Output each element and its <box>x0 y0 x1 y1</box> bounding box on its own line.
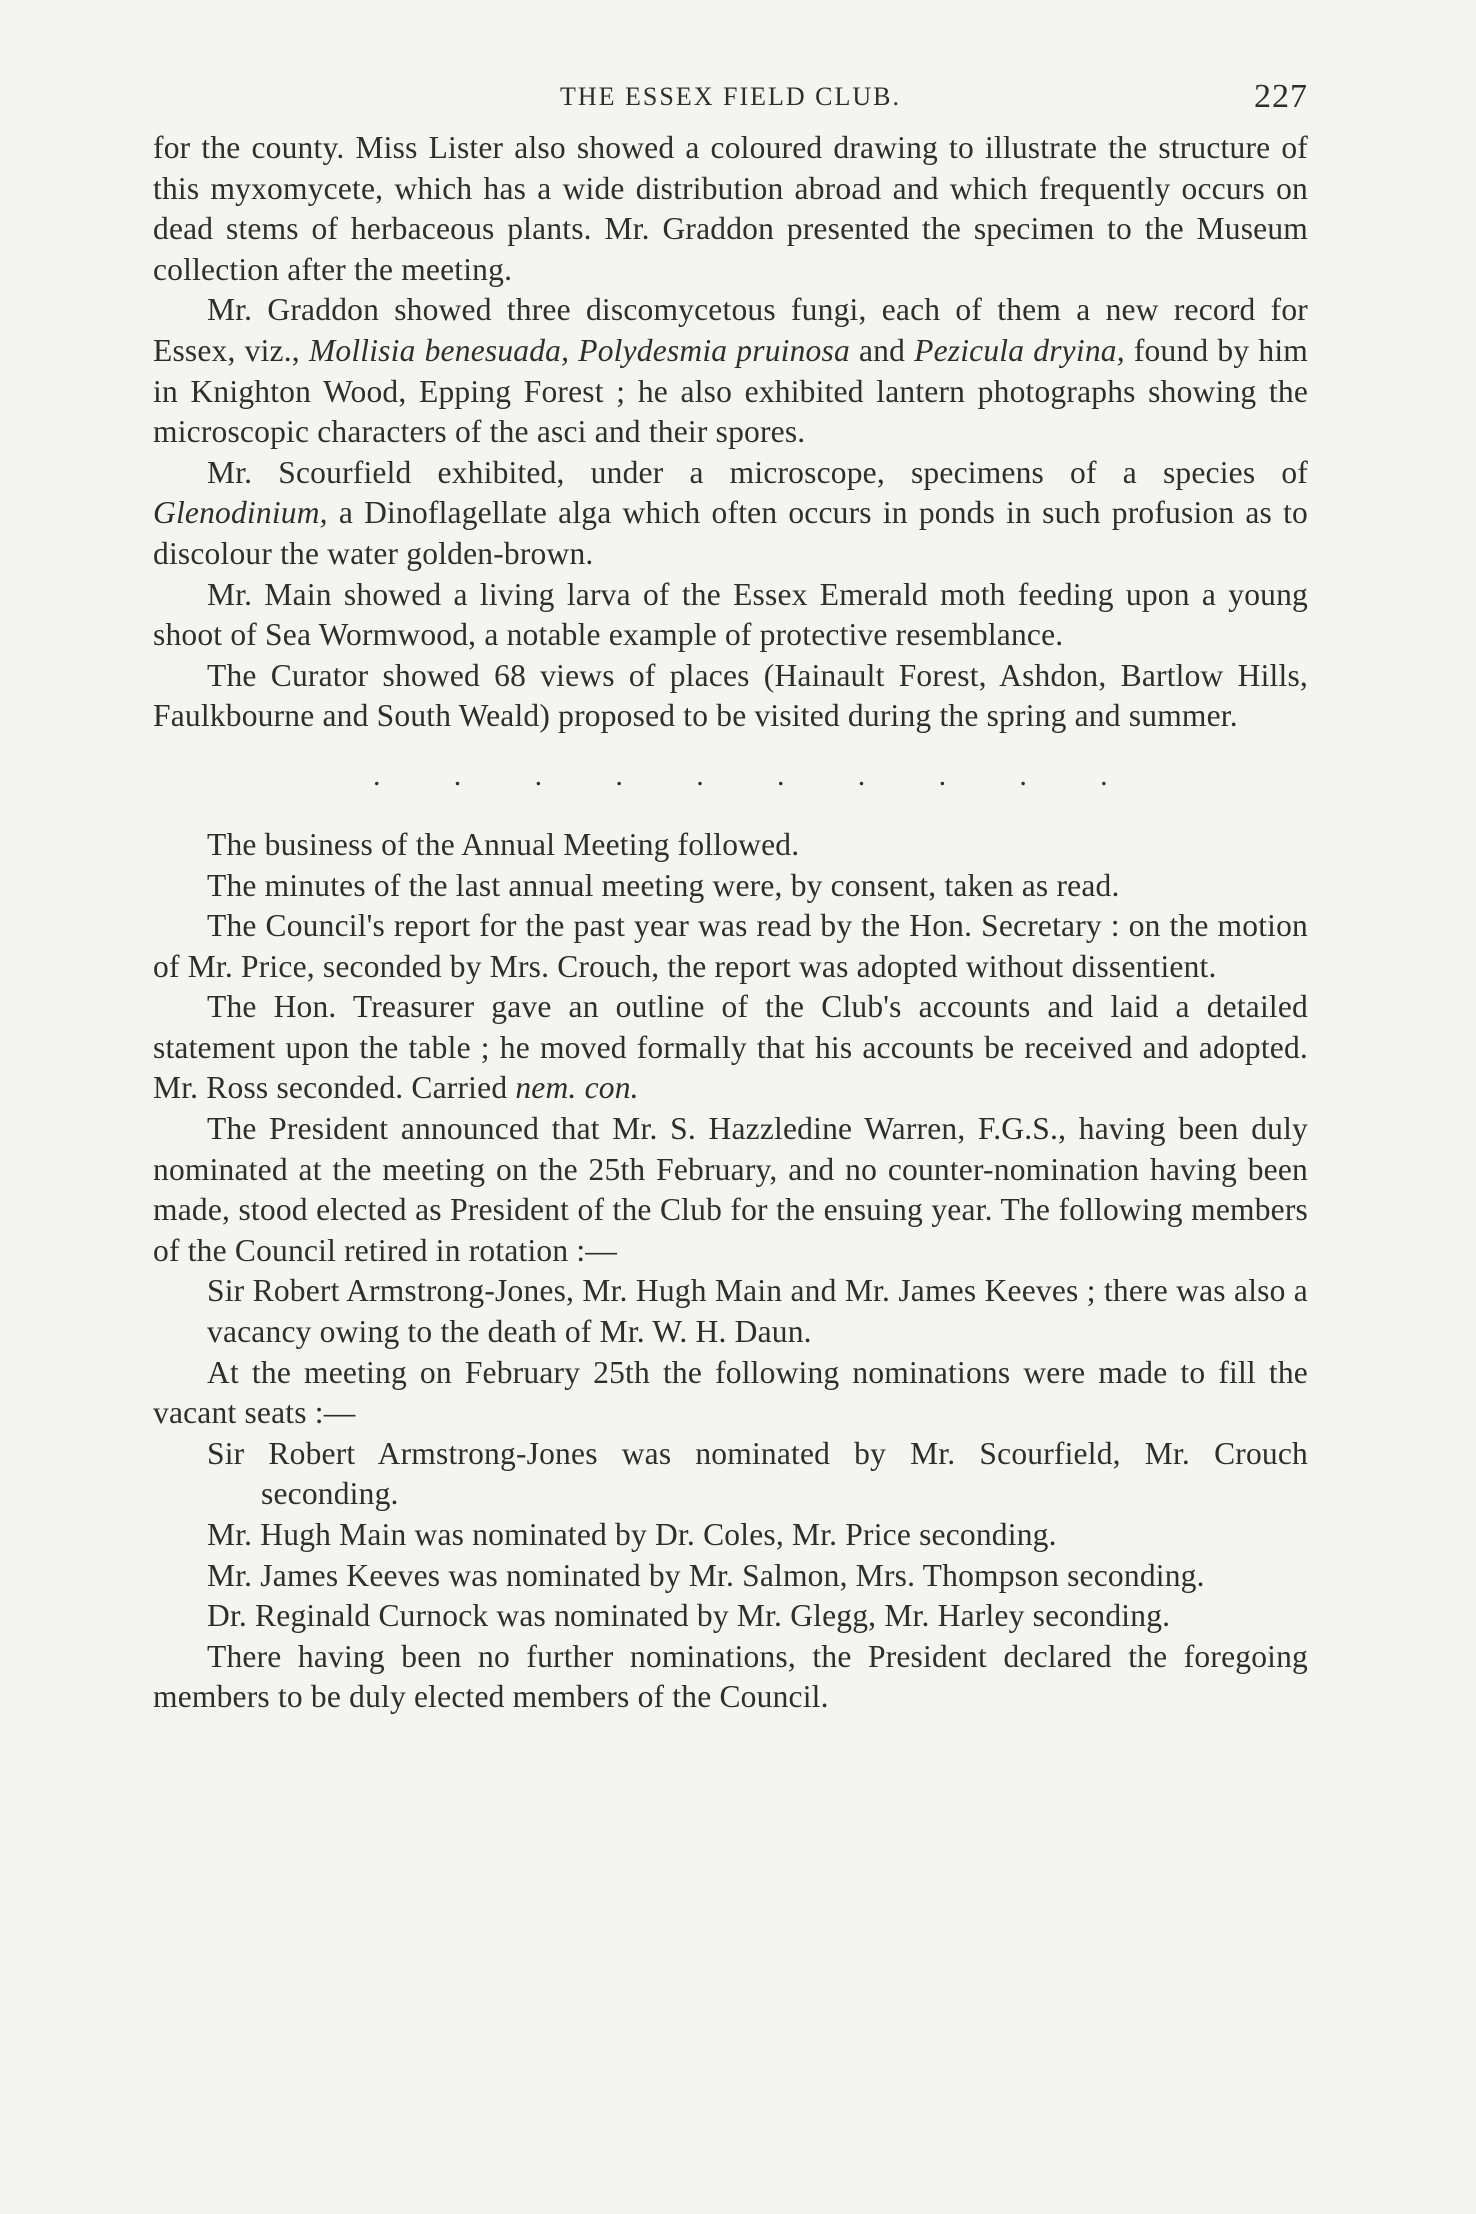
ornament-dot: . <box>373 758 381 792</box>
paragraph-main-larva: Mr. Main showed a living larva of the Essex Emerald moth feeding upon a young shoot of Sea Wormwood, a notable example of protective resemblance. <box>153 576 1308 653</box>
paragraph-nominations-intro: At the meeting on February 25th the following nominations were made to fill the vacant seats :— <box>153 1354 1308 1431</box>
nomination-item: Dr. Reginald Curnock was nominated by Mr. Glegg, Mr. Harley seconding. <box>207 1598 1171 1634</box>
ornament-dot: . <box>857 758 866 792</box>
paragraph-annual-meeting: The business of the Annual Meeting followed. <box>207 826 800 862</box>
nomination-item: Mr. Hugh Main was nominated by Dr. Coles, Mr. Price seconding. <box>207 1517 1057 1552</box>
page-number: 227 <box>1254 78 1308 115</box>
ornament-dot: . <box>453 758 462 792</box>
latin-phrase: nem. con. <box>515 1070 639 1106</box>
paragraph-text: found by him in Knighton Wood, Epping Forest ; he also exhibited lantern photographs showing the microscopic characters of the asci and their spores. <box>153 332 1308 450</box>
document-page <box>153 72 1308 1718</box>
paragraph-continuation: for the county. Miss Lister also showed a coloured drawing to illustrate the structure of this myxomycete, which has a wide distribution abroad and which frequently occurs on dead stems of herbaceous plants. Mr. Graddon presented the specimen to the Museum collection after the meeting. <box>153 130 1308 287</box>
running-head <box>153 72 1308 128</box>
paragraph-treasurer <box>153 987 1308 1109</box>
ornament-dot: . <box>696 758 704 792</box>
paragraph-text: a Dinoflagellate alga which often occurs in ponds in such profusion as to discolour the water golden-brown. <box>153 495 1308 571</box>
ornament-dot: . <box>615 758 624 792</box>
paragraph-minutes: The minutes of the last annual meeting were, by consent, taken as read. <box>207 867 1120 903</box>
genus-name: Glenodinium, <box>153 495 328 531</box>
ornament-dot: . <box>938 758 947 792</box>
ornament-dot: . <box>1019 758 1028 792</box>
nomination-item: Sir Robert Armstrong-Jones was nominated by Mr. Scourfield, Mr. Crouch seconding. <box>207 1435 1308 1512</box>
paragraph-text: Mr. Graddon showed three discomycetous fungi, each of them a new record for Essex, viz., <box>153 292 1308 368</box>
nomination-item: Mr. James Keeves was nominated by Mr. Salmon, Mrs. Thompson seconding. <box>207 1557 1205 1593</box>
paragraph-retiring-members: Sir Robert Armstrong-Jones, Mr. Hugh Main and Mr. James Keeves ; there was also a vacancy owing to the death of Mr. W. H. Daun. <box>207 1273 1308 1350</box>
paragraph-graddon-fungi <box>153 290 1308 452</box>
ornament-dot: . <box>534 758 543 792</box>
paragraph-curator: The Curator showed 68 views of places (Hainault Forest, Ashdon, Bartlow Hills, Faulkbourne and South Weald) proposed to be visited during the spring and summer. <box>153 657 1308 734</box>
paragraph-text: and <box>849 332 915 368</box>
species-names: Mollisia benesuada, Polydesmia pruinosa <box>308 332 850 368</box>
paragraph-council-report: The Council's report for the past year was read by the Hon. Secretary : on the motion of Mr. Price, seconded by Mrs. Crouch, the report was adopted without dissentient. <box>153 908 1308 984</box>
ornament-dot: . <box>776 758 785 792</box>
paragraph-text: Mr. Scourfield exhibited, under a microscope, specimens of a species of <box>207 454 1308 490</box>
paragraph-conclusion: There having been no further nominations, the President declared the foregoing members to be duly elected members of the Council. <box>153 1638 1308 1715</box>
paragraph-scourfield <box>153 453 1308 575</box>
section-break-dots <box>373 758 1108 792</box>
running-title: THE ESSEX FIELD CLUB. <box>560 82 901 111</box>
paragraph-president-election: The President announced that Mr. S. Hazzledine Warren, F.G.S., having been duly nominated at the meeting on the 25th February, and no counter-nomination having been made, stood elected as President of the Club for the ensuing year. The following members of the Council retired in rotation :— <box>153 1111 1308 1268</box>
paragraph-text: The Hon. Treasurer gave an outline of the Club's accounts and laid a detailed statement upon the table ; he moved formally that his accounts be received and adopted. Mr. Ross seconded. Carried <box>153 989 1308 1106</box>
ornament-dot: . <box>1100 758 1108 792</box>
species-name: Pezicula dryina, <box>914 332 1125 368</box>
body-text <box>153 128 1308 1718</box>
